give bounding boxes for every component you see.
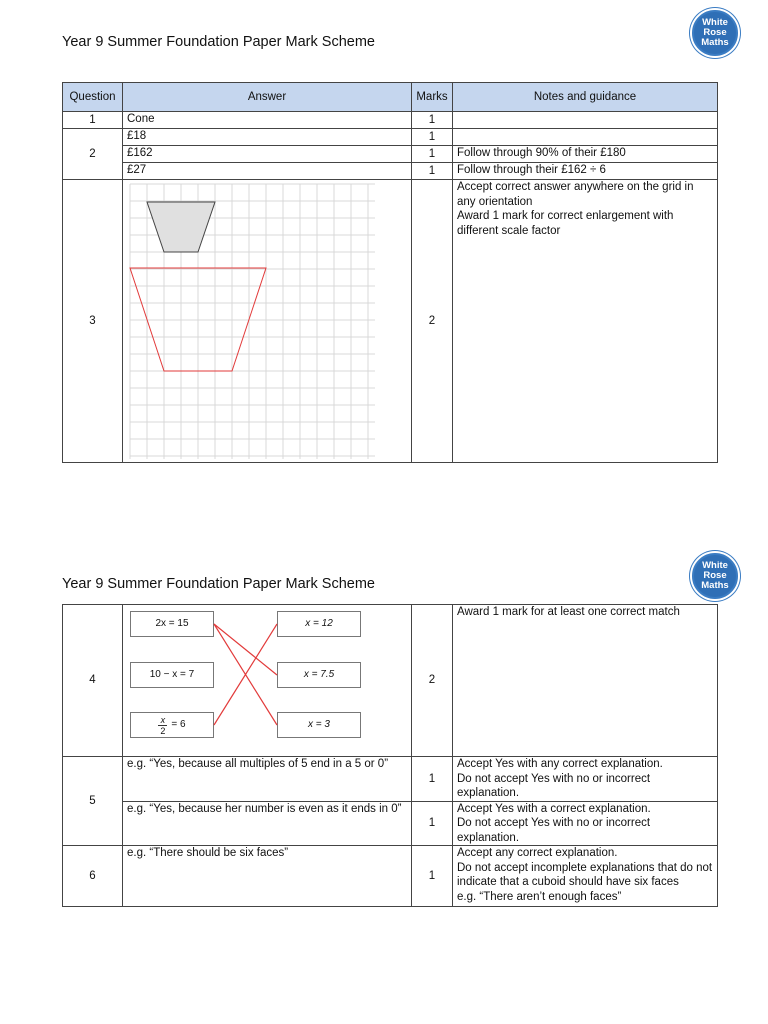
left-expression-1: 2x = 15 xyxy=(130,611,214,637)
logo-text-3: Maths xyxy=(701,37,729,48)
notes-cell: Follow through 90% of their £180 xyxy=(453,146,718,163)
table-row xyxy=(63,757,718,802)
right-value-3: x = 3 xyxy=(277,712,361,738)
note-line: Accept correct answer anywhere on the grid in any orientation xyxy=(457,181,694,208)
notes-cell xyxy=(453,801,718,846)
question-number: 4 xyxy=(63,605,123,757)
table-row xyxy=(63,112,718,129)
question-number: 2 xyxy=(63,129,123,180)
marks-cell: 1 xyxy=(412,163,453,180)
right-value-1: x = 12 xyxy=(277,611,361,637)
mark-scheme-table-2 xyxy=(62,604,718,907)
fraction-denominator: 2 xyxy=(160,725,166,736)
answer-cell: e.g. “Yes, because all multiples of 5 end in a 5 or 0” xyxy=(123,757,412,802)
fraction-rhs: = 6 xyxy=(171,718,186,730)
question-number: 5 xyxy=(63,757,123,846)
marks-cell: 1 xyxy=(412,846,453,907)
logo-text-1: White xyxy=(702,17,728,28)
table-row xyxy=(63,801,718,846)
header-notes: Notes and guidance xyxy=(453,83,718,112)
left-expression-3 xyxy=(130,712,214,738)
notes-cell xyxy=(453,180,718,463)
marks-cell: 1 xyxy=(412,129,453,146)
white-rose-maths-logo xyxy=(692,553,738,599)
page-title: Year 9 Summer Foundation Paper Mark Scheme xyxy=(62,576,375,592)
logo-text-2: Rose xyxy=(703,27,727,38)
match-line-3 xyxy=(214,624,277,725)
note-line: Accept any correct explanation. xyxy=(457,847,618,859)
answer-cell: e.g. “There should be six faces” xyxy=(123,846,412,907)
notes-cell xyxy=(453,846,718,907)
question-number: 1 xyxy=(63,112,123,129)
page-title: Year 9 Summer Foundation Paper Mark Scheme xyxy=(62,34,375,50)
answer-cell: Cone xyxy=(123,112,412,129)
table-row xyxy=(63,163,718,180)
original-trapezium xyxy=(147,202,215,252)
white-rose-maths-logo xyxy=(692,10,738,56)
marks-cell: 1 xyxy=(412,801,453,846)
table-row xyxy=(63,846,718,907)
logo-text-1: White xyxy=(702,560,728,571)
marks-cell: 1 xyxy=(412,112,453,129)
enlargement-grid-cell xyxy=(123,180,412,463)
notes-cell: Follow through their £162 ÷ 6 xyxy=(453,163,718,180)
note-line: Do not accept incomplete explanations that do not indicate that a cuboid should have six faces xyxy=(457,861,713,888)
answer-cell: e.g. “Yes, because her number is even as it ends in 0” xyxy=(123,801,412,846)
mark-scheme-table-1 xyxy=(62,82,718,463)
question-number: 3 xyxy=(63,180,123,463)
note-line: Award 1 mark for correct enlargement with different scale factor xyxy=(457,210,674,237)
notes-cell: Award 1 mark for at least one correct match xyxy=(453,605,718,757)
fraction-numerator: x xyxy=(160,714,166,725)
marks-cell: 2 xyxy=(412,180,453,463)
header-marks: Marks xyxy=(412,83,453,112)
table-row xyxy=(63,146,718,163)
question-number: 6 xyxy=(63,846,123,907)
logo-text-3: Maths xyxy=(701,580,729,591)
note-line: e.g. “There aren’t enough faces” xyxy=(457,890,622,903)
marks-cell: 1 xyxy=(412,757,453,802)
notes-cell xyxy=(453,112,718,129)
table-row xyxy=(63,129,718,146)
header-answer: Answer xyxy=(123,83,412,112)
enlargement-grid xyxy=(123,180,412,463)
table-row xyxy=(63,605,718,757)
note-line: Do not accept Yes with no or incorrect explanation. xyxy=(457,772,651,799)
marks-cell: 2 xyxy=(412,605,453,757)
table-row xyxy=(63,180,718,463)
answer-cell: £162 xyxy=(123,146,412,163)
match-line-1 xyxy=(214,624,277,725)
marks-cell: 1 xyxy=(412,146,453,163)
left-expression-2: 10 − x = 7 xyxy=(130,662,214,688)
answer-cell: £18 xyxy=(123,129,412,146)
answer-cell: £27 xyxy=(123,163,412,180)
matching-cell xyxy=(123,605,412,757)
note-line: Accept Yes with a correct explanation. xyxy=(457,802,651,815)
right-value-2: x = 7.5 xyxy=(277,662,361,688)
note-line: Accept Yes with any correct explanation. xyxy=(457,758,663,770)
notes-cell xyxy=(453,129,718,146)
note-line: Do not accept Yes with no or incorrect explanation. xyxy=(457,817,651,844)
notes-cell xyxy=(453,757,718,802)
match-line-4 xyxy=(214,624,277,675)
header-question: Question xyxy=(63,83,123,112)
fraction xyxy=(158,715,167,736)
logo-text-2: Rose xyxy=(703,570,727,581)
